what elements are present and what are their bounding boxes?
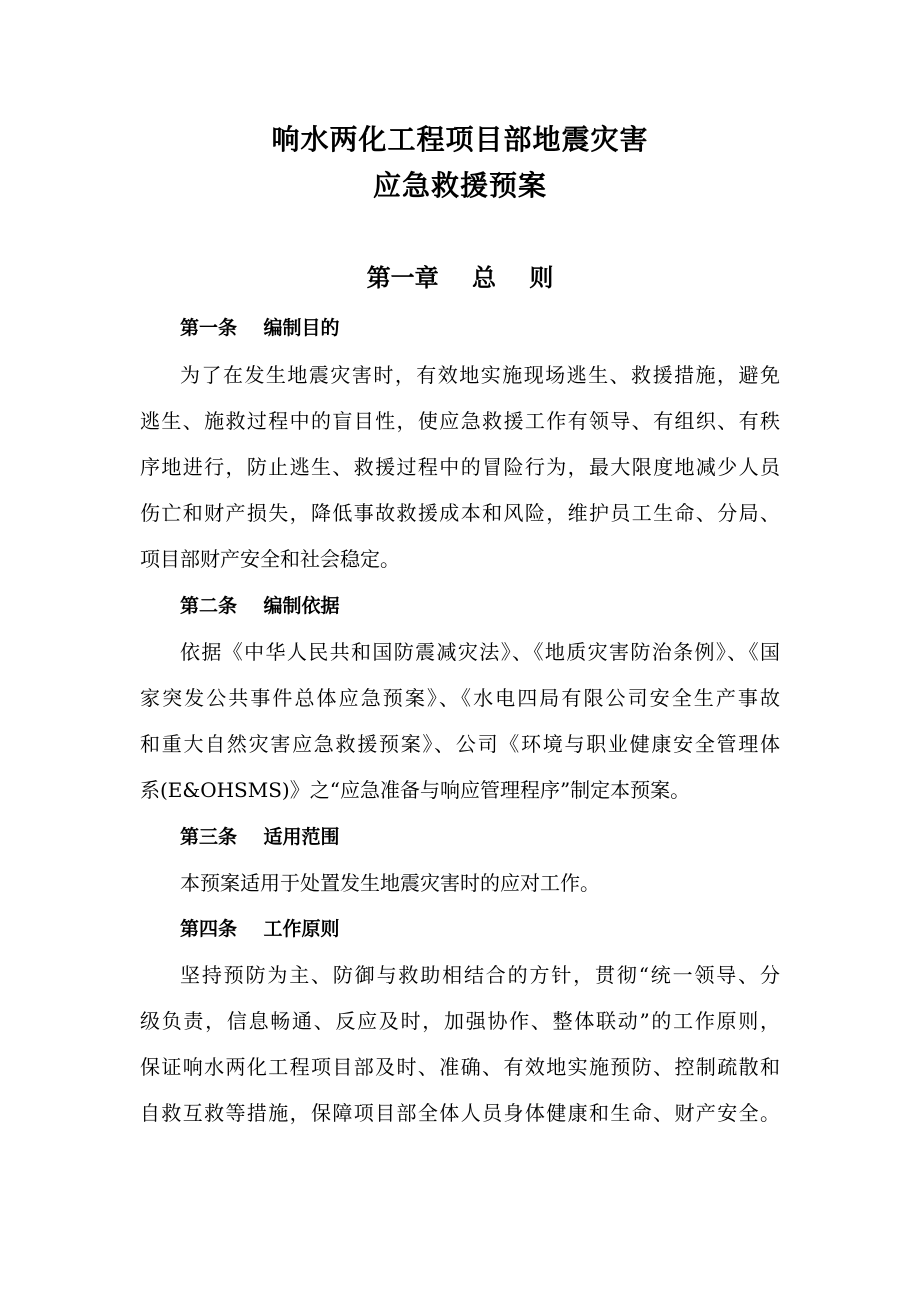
article-4-paragraph-line: 自救互救等措施，保障项目部全体人员身体健康和生命、财产安全。: [140, 1101, 780, 1125]
article-1-paragraph-line: 伤亡和财产损失，降低事故救援成本和风险，维护员工生命、分局、: [140, 501, 780, 525]
article-1-paragraph-line: 序地进行，防止逃生、救援过程中的冒险行为，最大限度地减少人员: [140, 455, 780, 479]
article-3-heading: 第三条 适用范围: [180, 826, 340, 848]
document-title-line-1: 响水两化工程项目部地震灾害: [271, 123, 649, 156]
article-2-paragraph-line: 依据《中华人民共和国防震减灾法》、《地质灾害防治条例》、《国: [180, 640, 780, 664]
article-4-paragraph-line: 坚持预防为主、防御与救助相结合的方针，贯彻“统一领导、分: [180, 963, 780, 987]
document-title-line-2: 应急救援预案: [372, 169, 547, 202]
article-4-paragraph-line: 保证响水两化工程项目部及时、准确、有效地实施预防、控制疏散和: [140, 1055, 780, 1079]
article-1-paragraph-line: 为了在发生地震灾害时，有效地实施现场逃生、救援措施，避免: [180, 363, 780, 387]
article-2-paragraph-line: 系(E&OHSMS)》之“应急准备与响应管理程序”制定本预案。: [140, 778, 691, 802]
article-4-paragraph-line: 级负责，信息畅通、反应及时，加强协作、整体联动”的工作原则，: [140, 1009, 780, 1033]
article-2-paragraph-line: 和重大自然灾害应急救援预案》、公司《环境与职业健康安全管理体: [140, 732, 780, 756]
article-4-heading: 第四条 工作原则: [180, 918, 340, 940]
article-2-heading: 第二条 编制依据: [180, 595, 340, 617]
chapter-heading: 第一章 总 则: [366, 264, 554, 292]
article-2-paragraph-line: 家突发公共事件总体应急预案》、《水电四局有限公司安全生产事故: [140, 686, 780, 710]
article-1-heading: 第一条 编制目的: [180, 317, 340, 339]
article-1-paragraph-line: 逃生、施救过程中的盲目性，使应急救援工作有领导、有组织、有秩: [140, 409, 780, 433]
article-3-paragraph-line: 本预案适用于处置发生地震灾害时的应对工作。: [180, 871, 600, 895]
article-1-paragraph-line: 项目部财产安全和社会稳定。: [140, 547, 400, 571]
